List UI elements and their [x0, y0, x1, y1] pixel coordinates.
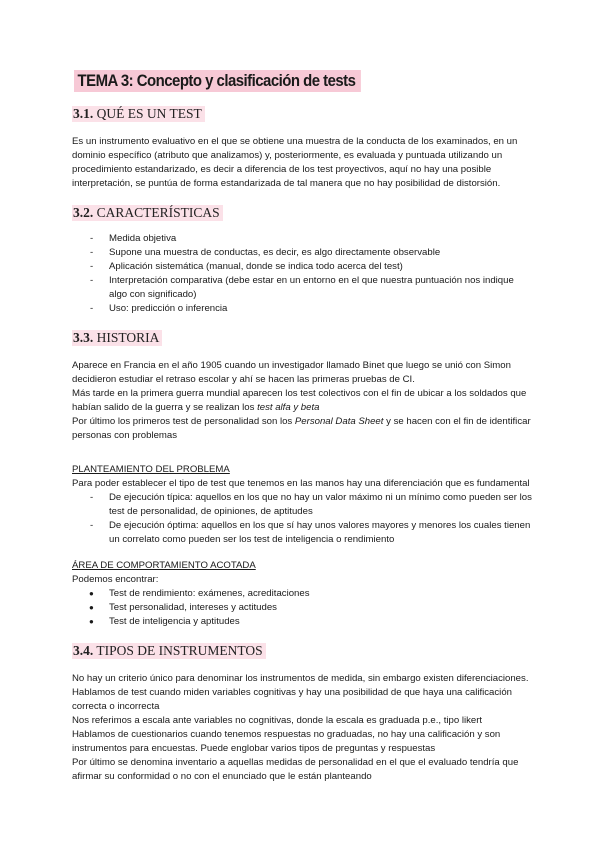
- document-page: [72, 70, 532, 784]
- paragraph-tipos-3: Nos referimos a escala ante variables no cognitivas, donde la escala es graduada p.e., tipo likert: [72, 715, 483, 726]
- problem-list: [72, 491, 532, 547]
- paragraph-tipos-2: Hablamos de test cuando miden variables cognitivas y hay una posibilidad de que haya una calificación correcta o incorrecta: [72, 687, 512, 712]
- list-item: ● Test de rendimiento: exámenes, acreditaciones: [89, 588, 310, 599]
- area-list: [72, 587, 532, 629]
- list-item: - De ejecución óptima: aquellos en los que sí hay unos valores mayores y menores los cuales tienen un correlato como pueden ser los test de inteligencia o rendimiento: [90, 520, 531, 545]
- list-item: ● Test de inteligencia y aptitudes: [89, 616, 240, 627]
- list-item: - Aplicación sistemática (manual, donde se indica todo acerca del test): [90, 261, 403, 272]
- paragraph-area: Podemos encontrar:: [72, 574, 159, 585]
- list-item: - Uso: predicción o inferencia: [90, 303, 228, 314]
- section-heading-que-es: 3.1. QUÉ ES UN TEST: [72, 106, 205, 122]
- list-item: - Supone una muestra de conductas, es decir, es algo directamente observable: [90, 247, 441, 258]
- paragraph-tipos-4: Hablamos de cuestionarios cuando tenemos respuestas no graduadas, no hay una calificación y son instrumentos para encuestas. Puede englobar varios tipos de preguntas y respuestas: [72, 729, 501, 754]
- paragraph-history-3: Por último los primeros test de personalidad son los Personal Data Sheet y se hacen con el fin de identificar personas con problemas: [72, 416, 531, 441]
- list-item: - Medida objetiva: [90, 233, 177, 244]
- subheading-area: ÁREA DE COMPORTAMIENTO ACOTADA: [72, 560, 256, 571]
- paragraph-history-1: Aparece en Francia en el año 1905 cuando un investigador llamado Binet que luego se unió con Simon decidieron estudiar el retraso escolar y ahí se hacen las primeras pruebas de CI.: [72, 360, 511, 385]
- paragraph-planteamiento: Para poder establecer el tipo de test que tenemos en las manos hay una diferenciación que es fundamental: [72, 478, 530, 489]
- paragraph-tipos-5: Por último se denomina inventario a aquellas medidas de personalidad en el que el evaluado tendría que afirmar su conformidad o no con el enunciado que le están planteando: [72, 757, 519, 782]
- subheading-planteamiento: PLANTEAMIENTO DEL PROBLEMA: [72, 464, 230, 475]
- list-item: ● Test personalidad, intereses y actitudes: [89, 602, 277, 613]
- characteristics-list: [72, 232, 532, 316]
- list-item: - Interpretación comparativa (debe estar en un entorno en el que nuestra puntuación nos indique algo con significado): [90, 275, 514, 300]
- section-heading-caracteristicas: 3.2. CARACTERÍSTICAS: [72, 205, 223, 221]
- list-item: - De ejecución típica: aquellos en los que no hay un valor máximo ni un mínimo como pueden ser los test de personalidad, de opiniones, de aptitudes: [90, 492, 532, 517]
- section-heading-historia: 3.3. HISTORIA: [72, 330, 162, 346]
- paragraph-history-2: Más tarde en la primera guerra mundial aparecen los test colectivos con el fin de ubicar a los soldados que habían salido de la guerra y se realizan los test alfa y beta: [72, 388, 527, 413]
- document-title: TEMA 3: Concepto y clasificación de tests: [74, 70, 361, 92]
- section-heading-tipos: 3.4. TIPOS DE INSTRUMENTOS: [72, 643, 266, 659]
- paragraph-tipos-1: No hay un criterio único para denominar los instrumentos de medida, sin embargo existen diferenciaciones.: [72, 673, 529, 684]
- paragraph-definition: Es un instrumento evaluativo en el que se obtiene una muestra de la conducta de los examinados, en un dominio específico (atributo que analizamos) y, posteriormente, es evaluada y puntuada utilizando un procedimiento estandarizado, es decir a diferencia de los test proyectivos, aquí no hay una posible interpretación, se puntúa de forma estandarizada de tal manera que no hay posibilidad de distorsión.: [72, 136, 518, 189]
